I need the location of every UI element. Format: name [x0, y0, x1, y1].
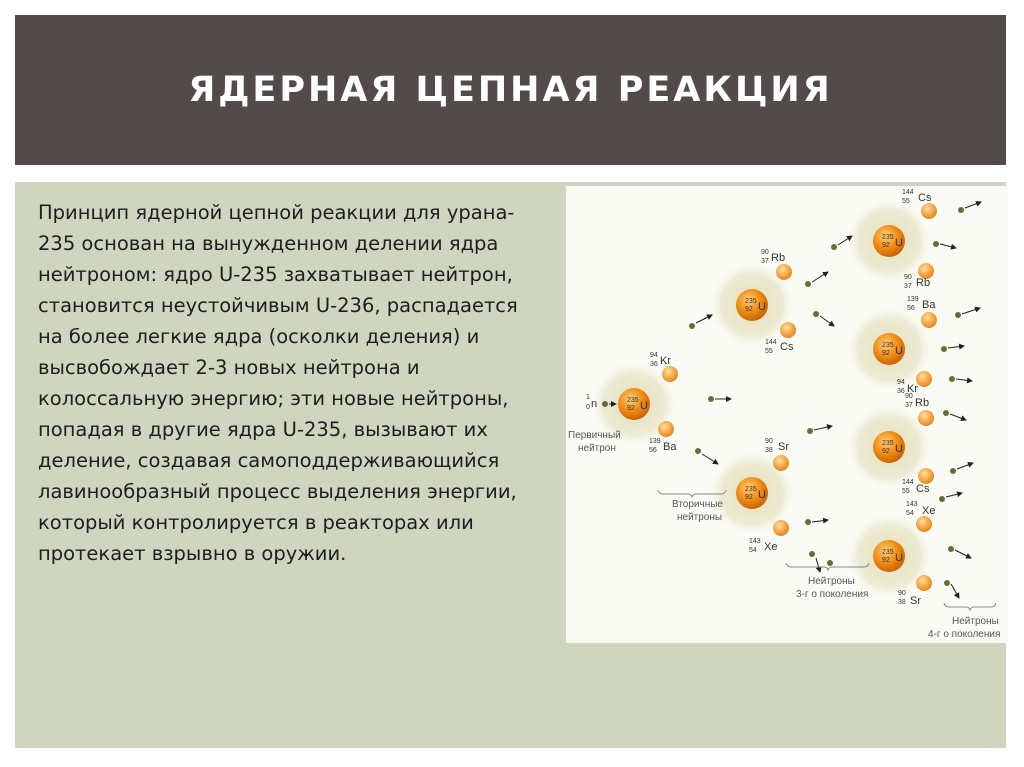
- svg-text:Sr: Sr: [910, 595, 921, 607]
- svg-text:139: 139: [907, 296, 919, 303]
- svg-text:Kr: Kr: [907, 383, 918, 395]
- svg-text:38: 38: [765, 447, 773, 454]
- svg-text:144: 144: [902, 479, 914, 486]
- svg-text:143: 143: [749, 538, 761, 545]
- svg-text:235: 235: [882, 440, 894, 447]
- svg-text:Ba: Ba: [663, 441, 677, 453]
- svg-text:90: 90: [761, 249, 769, 256]
- svg-text:92: 92: [627, 405, 635, 412]
- uranium-nucleus-2: [736, 289, 768, 321]
- svg-text:92: 92: [882, 242, 890, 249]
- svg-text:n: n: [591, 398, 598, 410]
- svg-text:1: 1: [586, 394, 590, 401]
- svg-text:56: 56: [649, 447, 657, 454]
- svg-text:90: 90: [765, 438, 773, 445]
- svg-text:U: U: [895, 345, 903, 357]
- svg-text:94: 94: [897, 379, 905, 386]
- svg-text:37: 37: [905, 402, 913, 409]
- svg-text:36: 36: [650, 361, 658, 368]
- svg-text:Ba: Ba: [922, 299, 936, 311]
- svg-text:Первичный: Первичный: [568, 430, 621, 441]
- svg-text:90: 90: [904, 274, 912, 281]
- svg-text:36: 36: [897, 388, 905, 395]
- svg-text:Xe: Xe: [764, 541, 778, 553]
- svg-text:54: 54: [906, 510, 914, 517]
- svg-text:Cs: Cs: [916, 483, 930, 495]
- svg-text:U: U: [895, 237, 903, 249]
- svg-text:235: 235: [745, 486, 757, 493]
- svg-text:144: 144: [902, 189, 914, 196]
- svg-text:144: 144: [765, 339, 777, 346]
- svg-text:38: 38: [898, 599, 906, 606]
- svg-text:U: U: [758, 301, 766, 313]
- svg-text:90: 90: [905, 393, 913, 400]
- svg-text:U: U: [640, 400, 648, 412]
- uranium-nucleus-6: [873, 431, 905, 463]
- svg-text:Нейтроны: Нейтроны: [808, 576, 855, 587]
- chain-reaction-diagram: [566, 186, 1008, 643]
- svg-text:U: U: [895, 443, 903, 455]
- svg-text:90: 90: [898, 590, 906, 597]
- svg-text:Sr: Sr: [778, 441, 789, 453]
- svg-text:235: 235: [627, 397, 639, 404]
- svg-text:92: 92: [745, 306, 753, 313]
- svg-text:37: 37: [761, 258, 769, 265]
- svg-text:55: 55: [902, 488, 910, 495]
- uranium-nucleus-4: [873, 225, 905, 257]
- svg-text:55: 55: [765, 348, 773, 355]
- svg-text:94: 94: [650, 352, 658, 359]
- svg-text:92: 92: [745, 494, 753, 501]
- slide-title: ЯДЕРНАЯ ЦЕПНАЯ РЕАКЦИЯ: [188, 70, 833, 110]
- svg-text:U: U: [895, 552, 903, 564]
- svg-text:143: 143: [906, 501, 918, 508]
- svg-text:Xe: Xe: [922, 505, 936, 517]
- svg-text:Cs: Cs: [918, 192, 932, 204]
- svg-text:54: 54: [749, 547, 757, 554]
- svg-text:Rb: Rb: [915, 397, 930, 409]
- svg-text:56: 56: [907, 305, 915, 312]
- uranium-nucleus-7: [873, 540, 905, 572]
- third-gen-neutrons: [805, 236, 852, 572]
- uranium-nucleus-1: [618, 388, 650, 420]
- svg-text:37: 37: [904, 283, 912, 290]
- title-bar: [15, 15, 1006, 165]
- svg-text:92: 92: [882, 350, 890, 357]
- svg-text:92: 92: [882, 448, 890, 455]
- svg-text:Вторичные: Вторичные: [672, 499, 723, 510]
- svg-text:55: 55: [902, 198, 910, 205]
- svg-text:235: 235: [882, 549, 894, 556]
- svg-text:Cs: Cs: [780, 341, 794, 353]
- svg-text:4-г о поколения: 4-г о поколения: [928, 629, 1001, 640]
- svg-text:3-г о поколения: 3-г о поколения: [796, 589, 869, 600]
- svg-text:235: 235: [882, 342, 894, 349]
- fourth-gen-neutrons: [933, 202, 981, 598]
- svg-text:92: 92: [882, 557, 890, 564]
- svg-text:U: U: [758, 489, 766, 501]
- svg-text:Rb: Rb: [916, 277, 931, 289]
- svg-text:Kr: Kr: [660, 355, 671, 367]
- uranium-nucleus-3: [736, 477, 768, 509]
- svg-text:0: 0: [586, 404, 590, 411]
- svg-text:235: 235: [745, 298, 757, 305]
- svg-text:Rb: Rb: [771, 252, 786, 264]
- svg-text:139: 139: [649, 438, 661, 445]
- svg-text:Нейтроны: Нейтроны: [952, 616, 999, 627]
- uranium-nucleus-5: [873, 333, 905, 365]
- body-paragraph: Принцип ядерной цепной реакции для урана- 235 основан на вынужденном делении ядра нейтроном: ядро U-235 захватывает нейтрон, становится неустойчивым U-236, распадается на более легкие ядра (осколки деления) и высвобождает 2-3 новых нейтрона и колоссальную энергию; эти новые нейтроны, попадая в другие ядра U-235, вызывают их деление, создавая самоподдерживающийся лавинообразный процесс выделения энергии, который контролируется в реакторах или протекает взрывно в оружии.: [38, 201, 518, 565]
- svg-text:нейтрон: нейтрон: [578, 443, 616, 454]
- svg-text:235: 235: [882, 234, 894, 241]
- svg-text:нейтроны: нейтроны: [677, 512, 723, 523]
- caption-fourth: [928, 603, 1000, 640]
